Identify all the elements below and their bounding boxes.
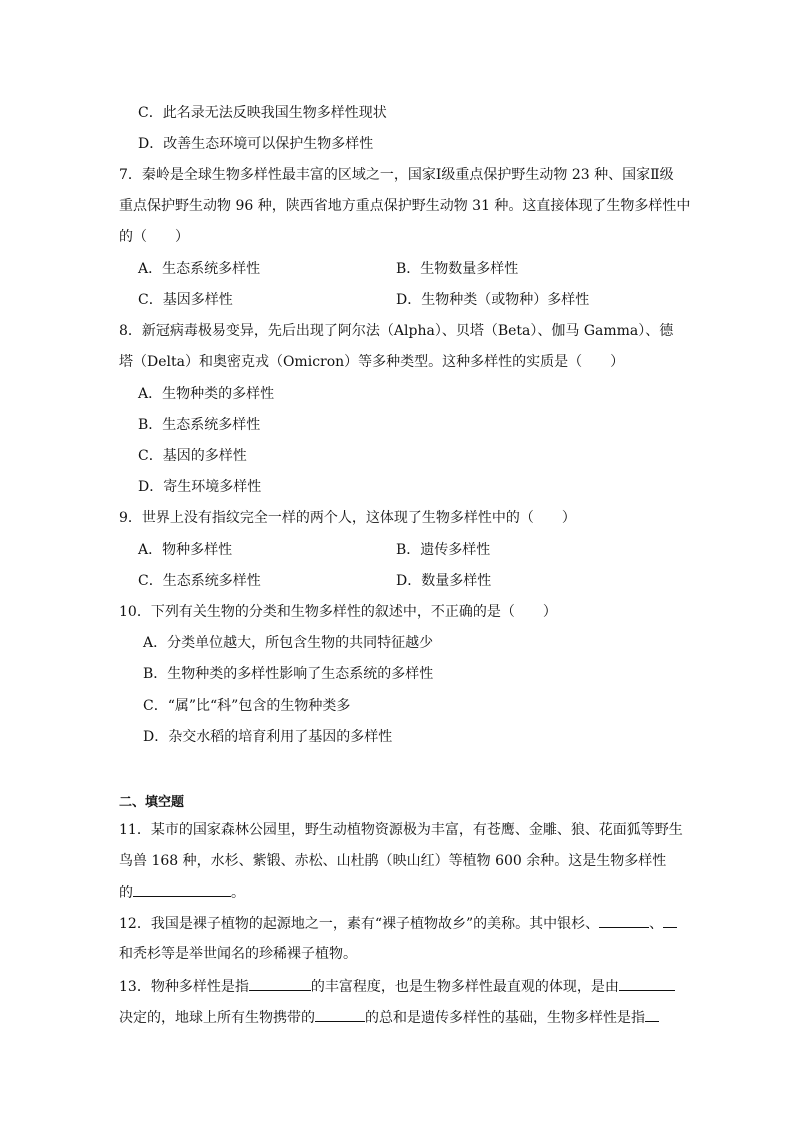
q7-stem-line2: 重点保护野生动物 96 种，陕西省地方重点保护野生动物 31 种。这直接体现了生物多样性中: [119, 198, 691, 214]
q8-option-d: D．寄生环境多样性: [138, 479, 262, 495]
q9-stem-line1: 9．世界上没有指纹完全一样的两个人，这体现了生物多样性中的（ ）: [119, 510, 576, 526]
q7-option-d: D．生物种类（或物种）多样性: [396, 292, 590, 308]
q7-stem-line3: 的（ ）: [119, 229, 189, 245]
answer-blank[interactable]: [645, 1007, 659, 1022]
q11-stem-line2: 鸟兽 168 种，水杉、紫锻、赤松、山杜鹃（映山红）等植物 600 余种。这是生物多样性: [119, 853, 667, 869]
q13-stem-line1: [119, 976, 675, 997]
answer-blank[interactable]: [599, 913, 649, 928]
q10-option-d: D．杂交水稻的培育利用了基因的多样性: [143, 729, 393, 745]
q7-option-c: C．基因多样性: [138, 292, 233, 308]
answer-blank[interactable]: [619, 976, 675, 991]
answer-blank[interactable]: [315, 1007, 365, 1022]
q8-stem-line2: 塔（Delta）和奥密克戎（Omicron）等多种类型。这种多样性的实质是（ ）: [119, 354, 625, 370]
q10-option-a: A．分类单位越大，所包含生物的共同特征越少: [143, 635, 434, 651]
q7-option-a: A．生态系统多样性: [138, 261, 261, 277]
q9-option-d: D．数量多样性: [396, 573, 492, 589]
q12-line1-prefix: 12．我国是裸子植物的起源地之一，素有“裸子植物故乡”的美称。其中银杉、: [119, 916, 600, 932]
q8-option-c: C．基因的多样性: [138, 448, 247, 464]
q8-stem-line1: 8．新冠病毒极易变异，先后出现了阿尔法（Alpha）、贝塔（Beta）、伽马 Gamma）、德: [119, 323, 674, 339]
q9-option-c: C．生态系统多样性: [138, 573, 261, 589]
q11-stem-line3: [119, 882, 245, 903]
q12-stem-line2: 和秃杉等是举世闻名的珍稀裸子植物。: [119, 946, 357, 962]
q9-option-b: B．遗传多样性: [396, 542, 491, 558]
q7-option-b: B．生物数量多样性: [396, 261, 519, 277]
q13-line1-middle: 的丰富程度，也是生物多样性最直观的体现，是由: [310, 979, 619, 995]
q8-option-a: A．生物种类的多样性: [138, 386, 275, 402]
answer-blank[interactable]: [663, 913, 677, 928]
q9-option-a: A．物种多样性: [138, 542, 233, 558]
answer-blank[interactable]: [249, 976, 311, 991]
q7-stem-line1: 7．秦岭是全球生物多样性最丰富的区域之一，国家Ⅰ级重点保护野生动物 23 种、国家Ⅱ级: [119, 167, 674, 183]
q10-option-c: C．“属”比“科”包含的生物种类多: [143, 698, 351, 714]
section-heading-fill-in: 二、填空题: [119, 795, 185, 810]
answer-blank[interactable]: [133, 882, 231, 897]
q12-stem-line1: [119, 913, 677, 934]
q11-line3-prefix: 的: [119, 885, 133, 901]
q11-line3-suffix: 。: [231, 885, 245, 901]
q12-line1-separator: 、: [649, 916, 664, 932]
q10-option-b: B．生物种类的多样性影响了生态系统的多样性: [143, 666, 434, 682]
q11-stem-line1: 11．某市的国家森林公园里，野生动植物资源极为丰富，有苍鹰、金雕、狼、花面狐等野生: [119, 822, 683, 838]
q13-line2-middle: 的总和是遗传多样性的基础，生物多样性是指: [365, 1010, 645, 1026]
q13-line2-prefix: 决定的，地球上所有生物携带的: [119, 1010, 315, 1026]
q8-option-b: B．生态系统多样性: [138, 417, 261, 433]
q6-option-c: C．此名录无法反映我国生物多样性现状: [138, 105, 387, 121]
q13-stem-line2: [119, 1007, 659, 1028]
q6-option-d: D．改善生态环境可以保护生物多样性: [138, 136, 374, 152]
q13-line1-prefix: 13．物种多样性是指: [119, 979, 249, 995]
q10-stem-line1: 10．下列有关生物的分类和生物多样性的叙述中，不正确的是（ ）: [119, 604, 557, 620]
